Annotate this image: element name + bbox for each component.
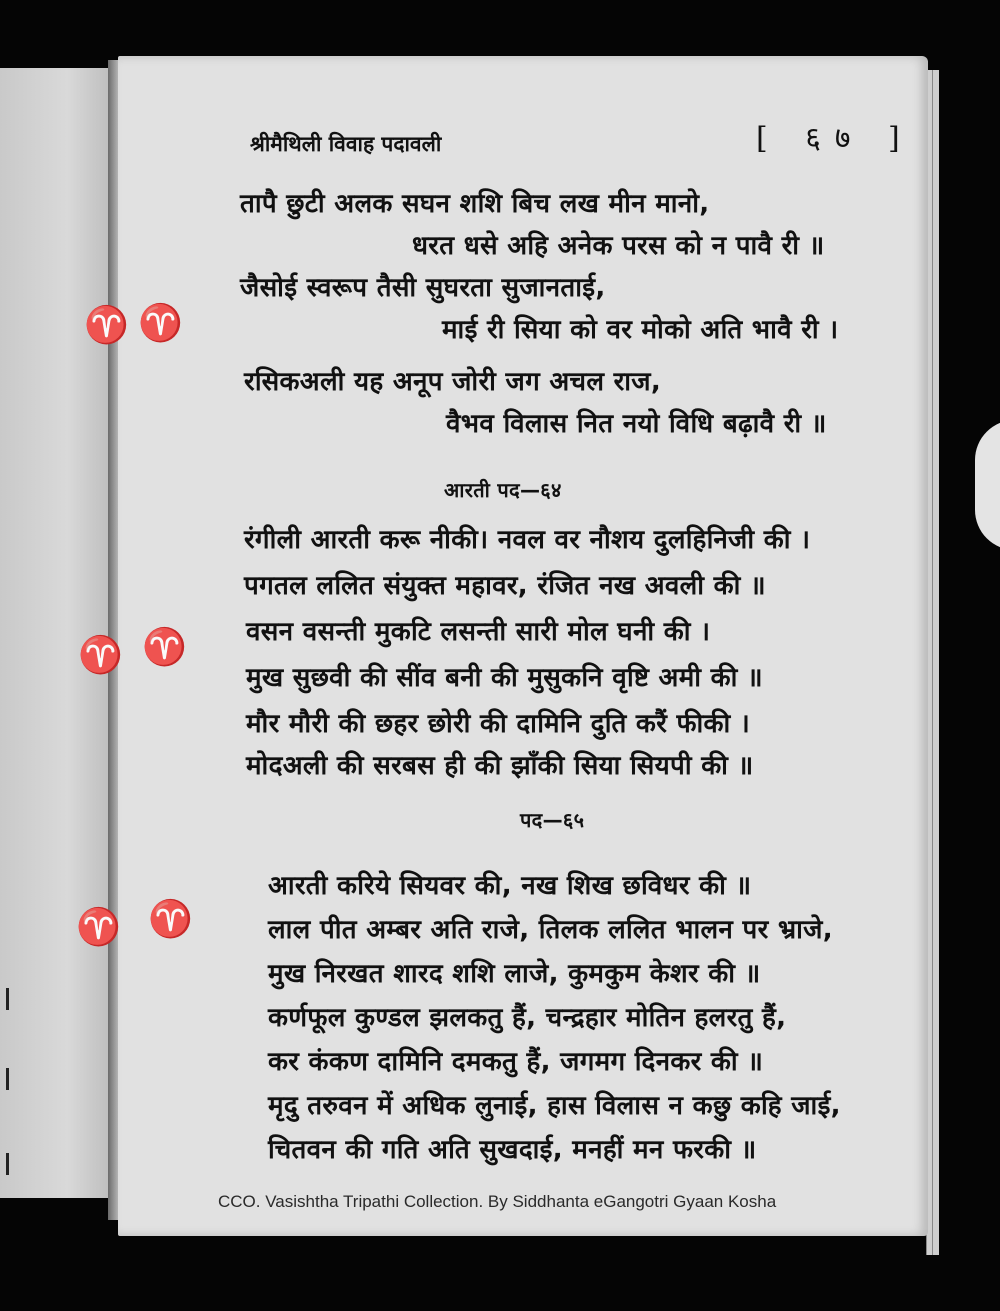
verse-line: कर कंकण दामिनि दमकतु हैं, जगमग दिनकर की ॥: [268, 1047, 764, 1077]
binding-hole-mark: ♈: [76, 907, 121, 948]
running-head: श्रीमैथिली विवाह पदावली: [250, 132, 442, 156]
verse-line: जैसोई स्वरूप तैसी सुघरता सुजानताई,: [240, 273, 606, 303]
collection-credit: CCO. Vasishtha Tripathi Collection. By Siddhanta eGangotri Gyaan Kosha: [218, 1192, 777, 1211]
verse-line: लाल पीत अम्बर अति राजे, तिलक ललित भालन पर भ्राजे,: [268, 915, 833, 945]
verse-line: वैभव विलास नित नयो विधि बढ़ावै री ॥: [446, 409, 827, 439]
margin-mark: [6, 1153, 9, 1175]
next-page-tab: [975, 420, 1000, 550]
margin-mark: [6, 988, 9, 1010]
left-facing-page: [0, 68, 112, 1198]
verse-line: पगतल ललित संयुक्त महावर, रंजित नख अवली की ॥: [244, 571, 766, 601]
verse-line: रसिकअली यह अनूप जोरी जग अचल राज,: [244, 367, 662, 397]
binding-hole-mark: ♈: [78, 635, 123, 676]
verse-line: माई री सिया को वर मोको अति भावै री ।: [442, 315, 839, 345]
verse-line: वसन वसन्ती मुकटि लसन्ती सारी मोल घनी की ।: [246, 617, 711, 647]
verse-line: मोदअली की सरबस ही की झाँकी सिया सियपी की ॥: [246, 751, 754, 781]
page-number: [ ६७ ]: [756, 121, 914, 156]
verse-line: चितवन की गति अति सुखदाई, मनहीं मन फरकी ॥: [268, 1135, 757, 1165]
margin-mark: [6, 1068, 9, 1090]
binding-hole-mark: ♈: [138, 303, 183, 344]
verse-line: तापै छुटी अलक सघन शशि बिच लख मीन मानो,: [240, 189, 710, 219]
verse-line: मौर मौरी की छहर छोरी की दामिनि दुति करैं फीकी ।: [246, 709, 751, 739]
section-heading: पद—६५: [520, 808, 585, 832]
section-heading: आरती पद—६४: [444, 478, 562, 502]
binding-hole-mark: ♈: [148, 899, 193, 940]
binding-hole-mark: ♈: [142, 627, 187, 668]
verse-line: मुख निरखत शारद शशि लाजे, कुमकुम केशर की ॥: [268, 959, 761, 989]
page-edge: [932, 70, 939, 1255]
verse-line: मुख सुछवी की सींव बनी की मुसुकनि वृष्टि अमी की ॥: [246, 663, 763, 693]
verse-line: कर्णफूल कुण्डल झलकतु हैं, चन्द्रहार मोतिन हलरतु हैं,: [268, 1003, 787, 1033]
binding-hole-mark: ♈: [84, 305, 129, 346]
verse-line: आरती करिये सियवर की, नख शिख छविधर की ॥: [268, 871, 752, 901]
verse-line: मृदु तरुवन में अधिक लुनाई, हास विलास न कछु कहि जाई,: [268, 1091, 841, 1121]
verse-line: धरत धसे अहि अनेक परस को न पावै री ॥: [412, 231, 825, 261]
verse-line: रंगीली आरती करू नीकी। नवल वर नौशय दुलहिनिजी की ।: [244, 525, 811, 555]
